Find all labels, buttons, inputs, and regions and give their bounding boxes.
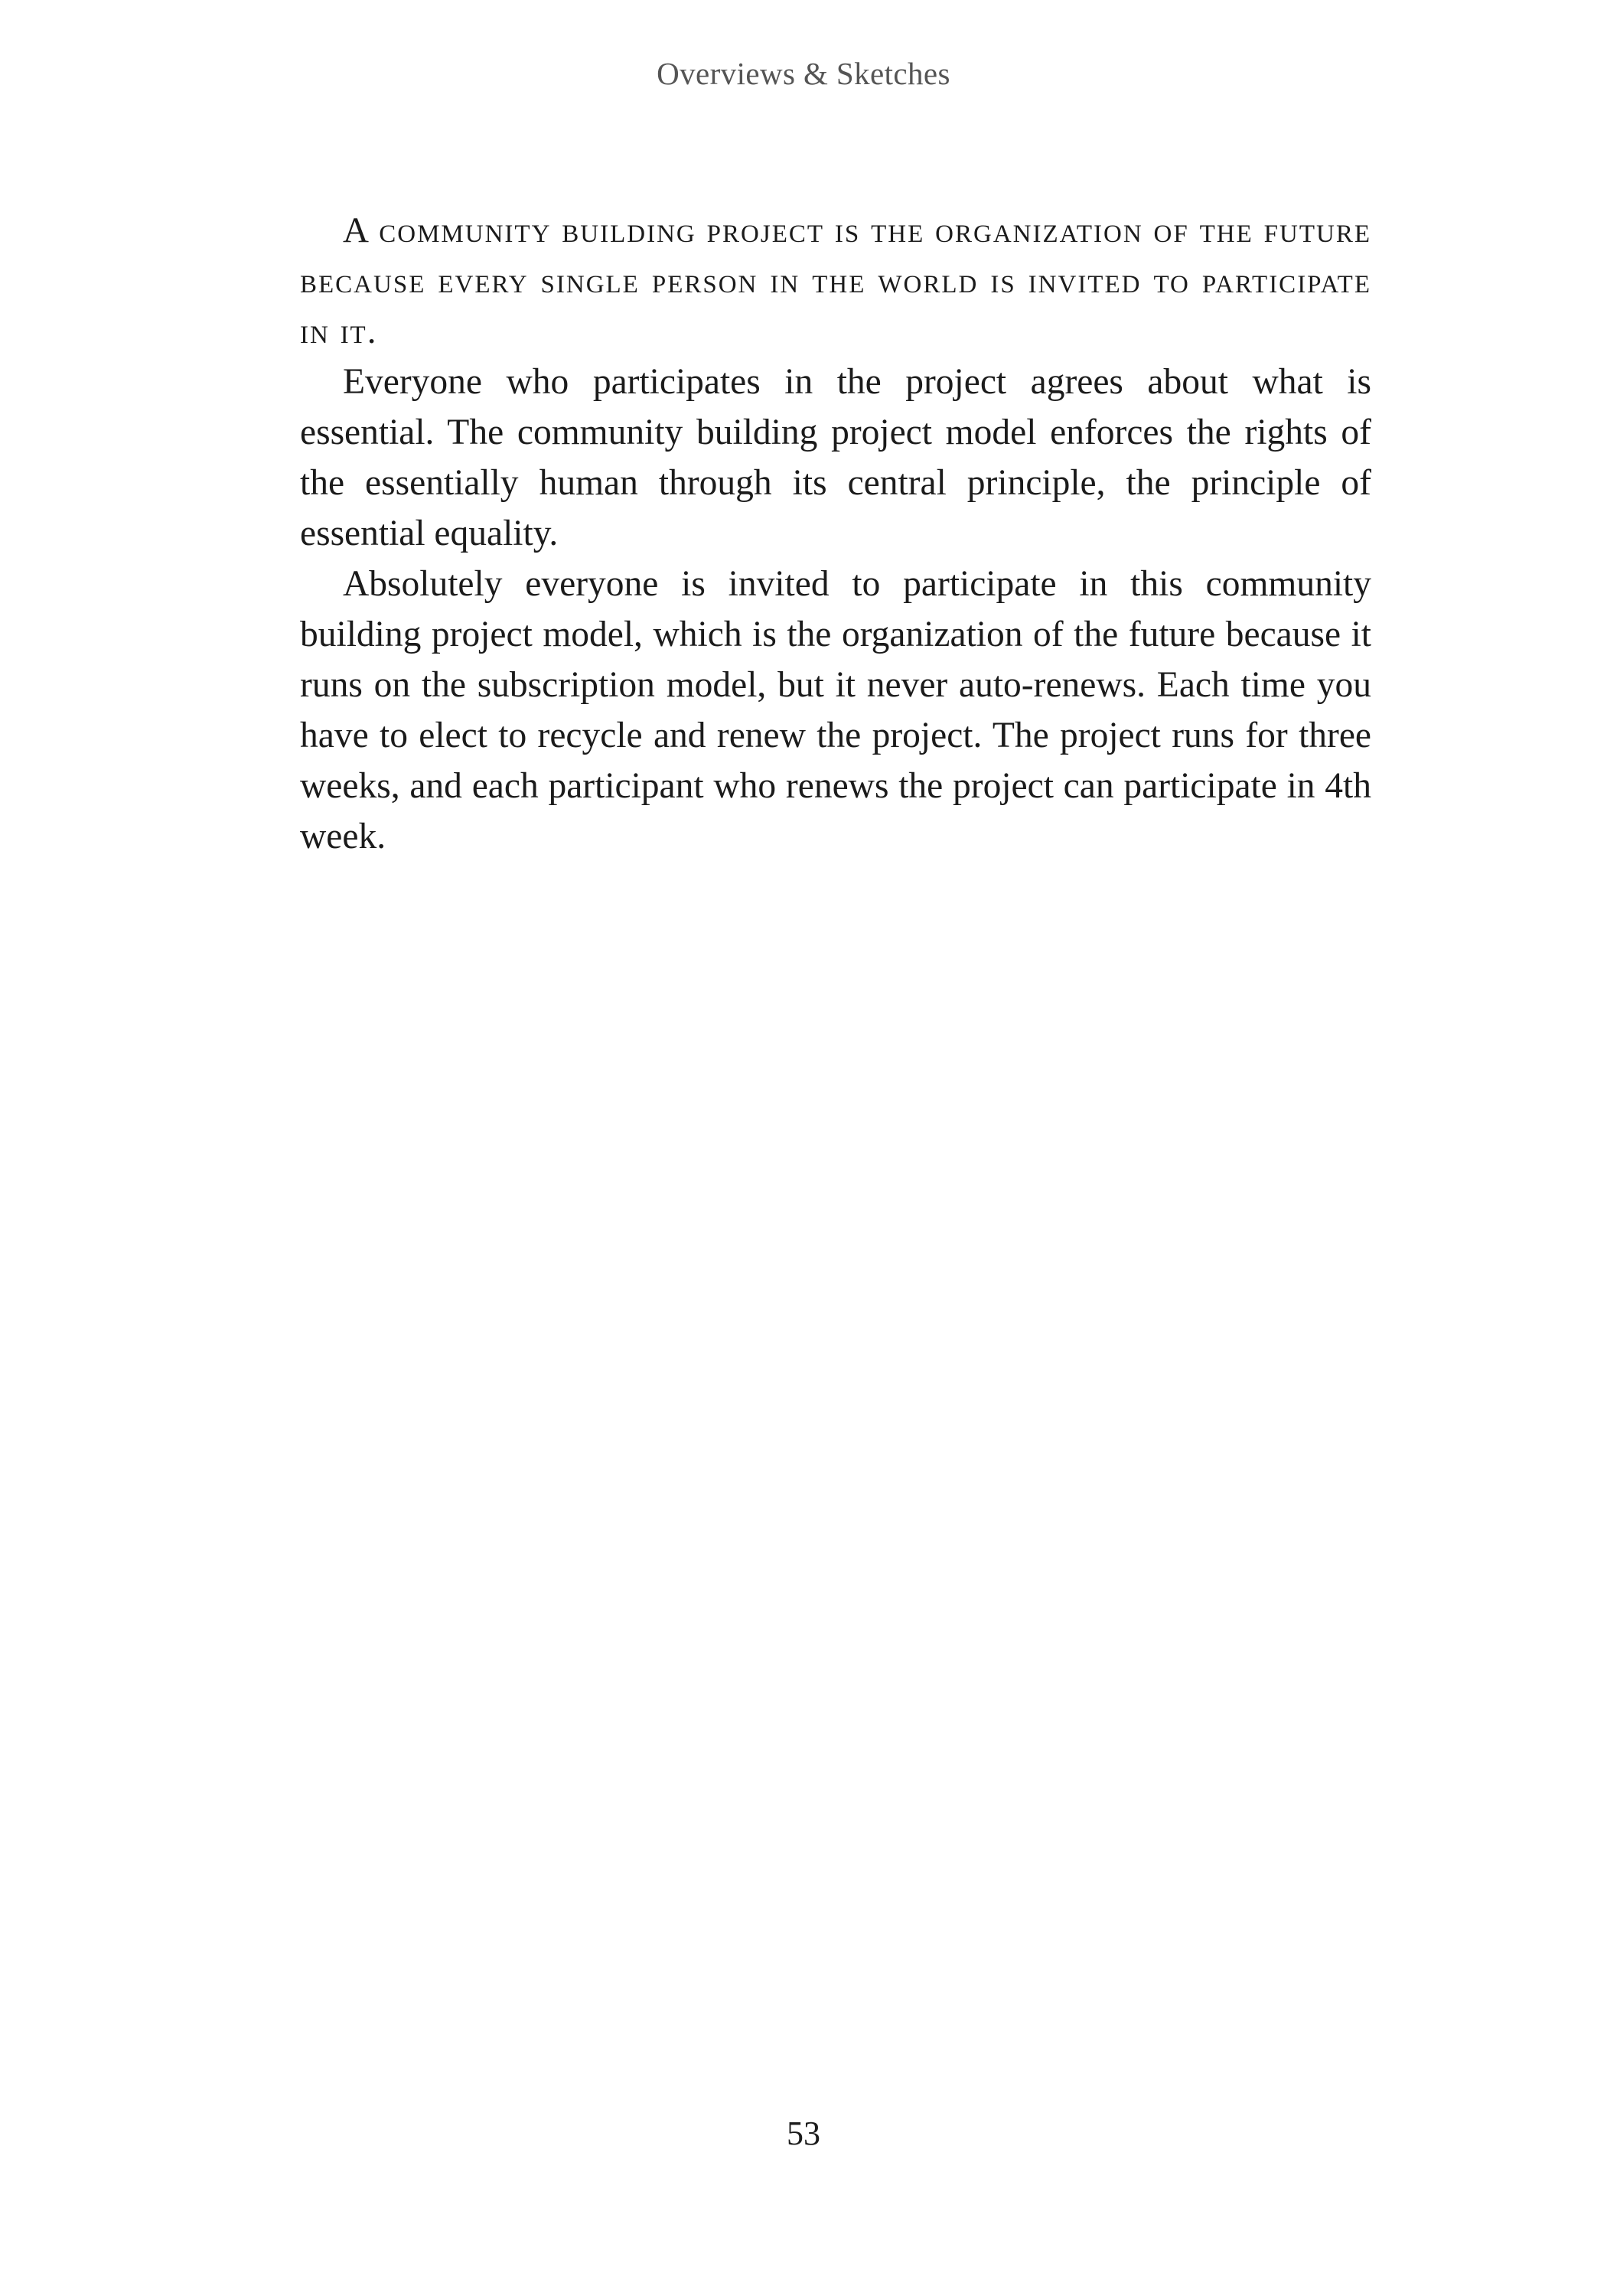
running-header: Overviews & Sketches (657, 56, 950, 91)
body-text (300, 205, 1371, 862)
lead-paragraph: A community building project is the organization of the future because every single person in the world is invited to participate in it. (300, 210, 1371, 351)
page-number: 53 (787, 2115, 820, 2152)
body-paragraph-essential-equality: Everyone who participates in the project agrees about what is essential. The community building project model enforces the rights of the essentially human through its central principle, the principle of essential equality. (300, 362, 1371, 553)
body-paragraph-subscription-model: Absolutely everyone is invited to participate in this community building project model, which is the organization of the future because it runs on the subscription model, but it never auto-renews. Each time you have to elect to recycle and renew the project. The project runs for three weeks, and each participant who renews the project can participate in 4th week. (300, 564, 1371, 856)
